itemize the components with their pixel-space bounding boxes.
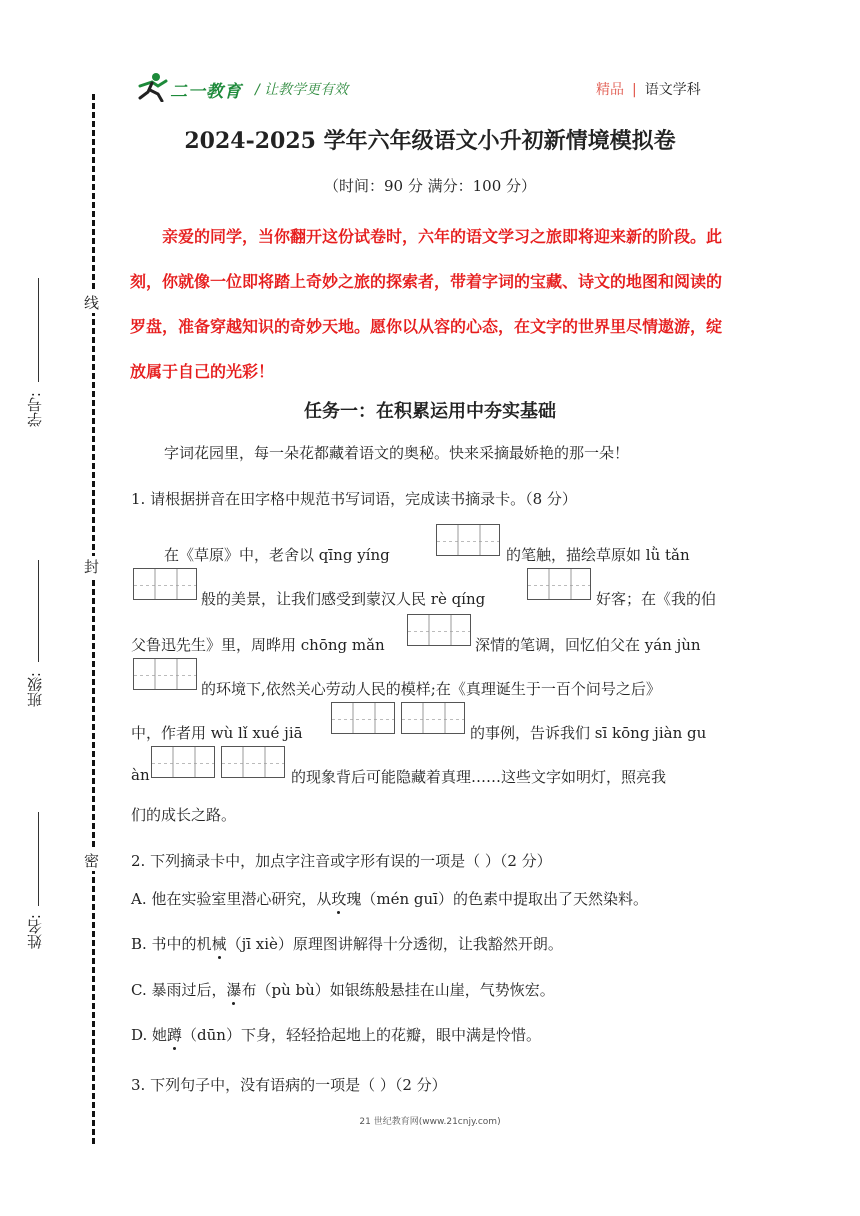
passage-text: àn [131,766,150,784]
name-label: 姓名: [26,914,44,950]
dotted-character: 蹲 [167,1026,183,1044]
option-text: 瑰（mén guī）的色素中提取出了天然染料。 [346,890,648,908]
option-c[interactable] [131,979,555,1000]
footer-source: 21 世纪教育网(www.21cnjy.com) [359,1117,501,1127]
tianzige-box[interactable] [133,658,197,690]
class-label: 班级: [26,672,44,708]
runner-logo-icon [136,72,170,102]
binding-dashed-line [92,94,95,1144]
exam-time-score: （时间：90 分 满分：100 分） [323,177,537,195]
brand-separator: | [632,82,637,98]
question-3-stem: 3. 下列句子中，没有语病的一项是（ ）（2 分） [131,1076,447,1094]
passage-text: 在《草原》中，老舍以 qīng yíng [164,546,390,564]
passage-text: 的环境下,依然关心劳动人民的模样;在《真理诞生于一百个问号之后》 [201,680,661,698]
task1-title: 任务一：在积累运用中夯实基础 [304,401,556,422]
exam-title: 2024-2025 学年六年级语文小升初新情境模拟卷 [184,128,676,154]
dotted-character: 械 [211,935,227,953]
tianzige-box[interactable] [221,746,285,778]
logo-text: 二一教育 [170,82,242,102]
binding-mark-close: 密 [81,850,102,871]
class-blank[interactable] [38,560,39,662]
option-text: D. 她 [131,1026,168,1044]
passage-text: 的事例，告诉我们 sī kōng jiàn gu [470,724,707,742]
passage-text: 父鲁迅先生》里，周晔用 chōng mǎn [131,636,385,654]
logo [136,72,246,102]
subject-label: 语文学科 [644,82,701,98]
option-text: C. 暴雨过后， [131,981,227,999]
option-text: （jī xiè）原理图讲解得十分透彻，让我豁然开朗。 [226,935,563,953]
option-text: 布（pù bù）如银练般悬挂在山崖，气势恢宏。 [241,981,555,999]
passage-text: 般的美景，让我们感受到蒙汉人民 rè qíng [201,590,486,608]
passage-text: 深情的笔调，回忆伯父在 yán jùn [475,636,701,654]
tianzige-box[interactable] [401,702,465,734]
brand-subject [596,79,701,99]
tianzige-box[interactable] [527,568,591,600]
passage-text: 的笔触，描绘草原如 lǜ tǎn [506,546,690,564]
option-a[interactable] [131,888,648,909]
tianzige-box[interactable] [436,524,500,556]
binding-mark-seal: 封 [81,556,102,577]
brand-label: 精品 [596,82,624,98]
slogan: / 让教学更有效 [255,82,349,98]
option-b[interactable] [131,933,563,954]
student-id-label: 学号: [26,392,44,428]
option-text: （dūn）下身，轻轻拾起地上的花瓣，眼中满是怜惜。 [182,1026,541,1044]
passage-text: 的现象背后可能隐藏着真理……这些文字如明灯，照亮我 [291,768,667,786]
question-1-stem: 1. 请根据拼音在田字格中规范书写词语，完成读书摘录卡。（8 分） [131,490,577,508]
tianzige-box[interactable] [331,702,395,734]
question-2-stem: 2. 下列摘录卡中，加点字注音或字形有误的一项是（ ）（2 分） [131,852,552,870]
student-id-blank[interactable] [38,278,39,382]
passage-text: 们的成长之路。 [131,806,237,824]
passage-text: 好客；在《我的伯 [596,590,717,608]
tianzige-box[interactable] [133,568,197,600]
tianzige-box[interactable] [151,746,215,778]
passage-text: 中，作者用 wù lǐ xué jiā [131,724,303,742]
intro-paragraph: 亲爱的同学，当你翻开这份试卷时，六年的语文学习之旅即将迎来新的阶段。此刻，你就像一位即将踏上奇妙之旅的探索者，带着字词的宝藏、诗文的地图和阅读的罗盘，准备穿越知识的奇妙天地。愿你以从容的心态，在文字的世界里尽情遨游，绽放属于自己的光彩！ [130,227,723,381]
option-text: B. 书中的机 [131,935,212,953]
option-text: A. 他在实验室里潜心研究，从 [131,890,332,908]
binding-mark-line: 线 [81,292,102,313]
option-d[interactable] [131,1024,541,1045]
tianzige-box[interactable] [407,614,471,646]
task1-lead: 字词花园里，每一朵花都藏着语文的奥秘。快来采摘最娇艳的那一朵！ [164,444,630,462]
dotted-character: 玫 [331,890,347,908]
dotted-character: 瀑 [226,981,242,999]
name-blank[interactable] [38,812,39,906]
